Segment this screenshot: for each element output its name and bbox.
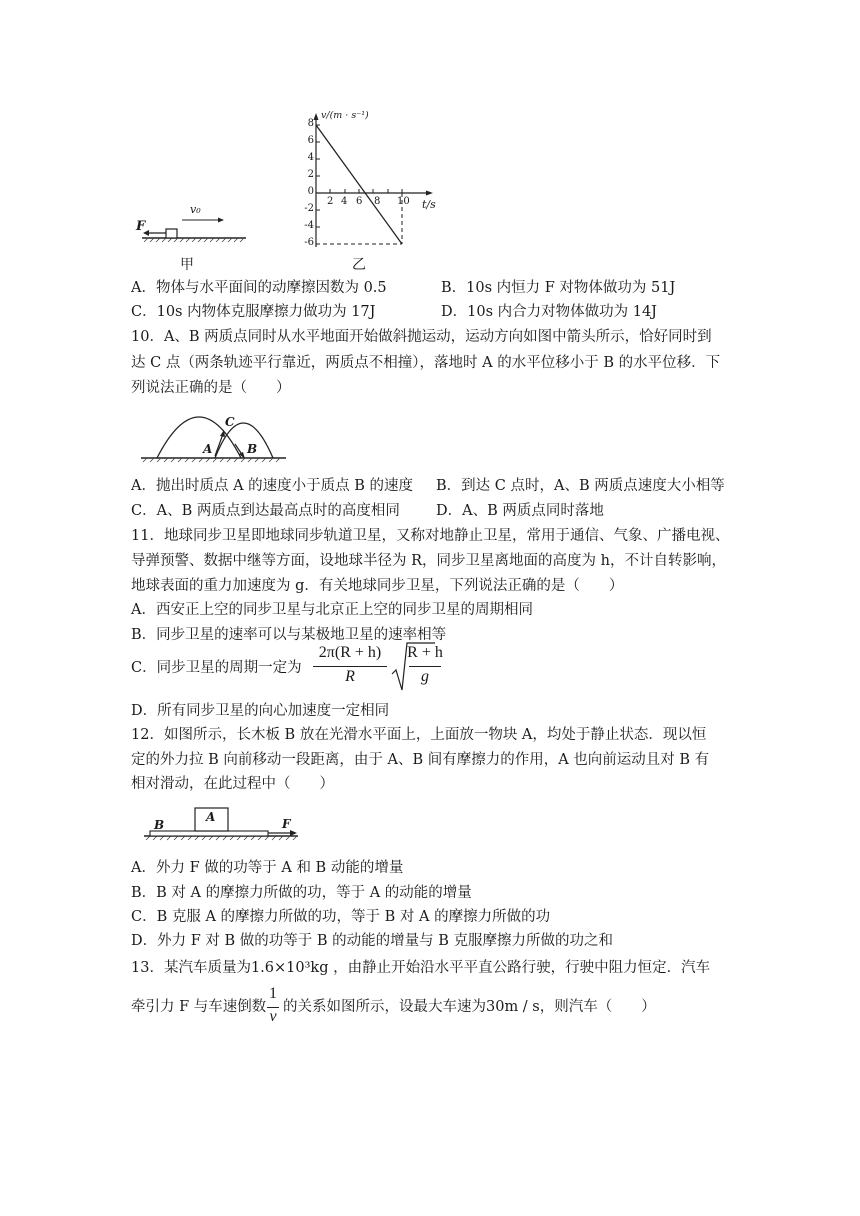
q12-option-d: D．外力 F 对 B 做的功等于 B 的动能的增量与 B 克服摩擦力所做的功之和 — [131, 933, 614, 949]
velocity-line — [316, 125, 402, 244]
q11-option-d: D．所有同步卫星的向心加速度一定相同 — [131, 703, 390, 719]
q13-line2-prefix: 牵引力 F 与车速倒数 — [131, 999, 267, 1015]
q12-option-b: B．B 对 A 的摩擦力所做的功，等于 A 的动能的增量 — [131, 885, 472, 901]
q11-option-a: A．西安正上空的同步卫星与北京正上空的同步卫星的周期相同 — [131, 602, 533, 618]
q12-stem-line: 12．如图所示，长木板 B 放在光滑水平面上，上面放一物块 A，均处于静止状态．现以恒 — [131, 727, 707, 743]
x-tick-label: 6 — [356, 196, 363, 207]
figure-q12-board-block — [140, 802, 310, 848]
caption-yi: 乙 — [352, 257, 366, 273]
figure-q10-projectiles — [131, 398, 291, 466]
label-a: A — [206, 810, 216, 824]
q11-stem-line: 地球表面的重力加速度为 g．有关地球同步卫星，下列说法正确的是（ ） — [131, 578, 624, 594]
board-b — [150, 831, 268, 836]
q9-option-b: B．10s 内恒力 F 对物体做功为 51J — [441, 280, 676, 296]
label-b: B — [247, 442, 258, 456]
q12-stem-line: 定的外力拉 B 向前移动一段距离，由于 A、B 间有摩擦力的作用，A 也向前运动且对 B 有 — [131, 752, 710, 768]
y-tick-label: 8 — [307, 118, 314, 129]
y-tick-label: -4 — [304, 220, 314, 231]
q12-option-c: C．B 克服 A 的摩擦力所做的功，等于 B 对 A 的摩擦力所做的功 — [131, 909, 551, 925]
q11-option-c-prefix: C．同步卫星的周期一定为 — [131, 660, 302, 676]
figure-yi-vt-graph — [296, 108, 446, 274]
y-tick-label: 4 — [307, 152, 314, 163]
y-tick-label: 0 — [307, 186, 314, 197]
period-formula — [311, 640, 441, 694]
q10-stem-line: 列说法正确的是（ ） — [131, 380, 291, 396]
caption-jia: 甲 — [180, 257, 194, 273]
q13-line2-suffix: 的关系如图所示，设最大车速为30m / s，则汽车（ ） — [283, 999, 656, 1015]
q12-stem-line: 相对滑动，在此过程中（ ） — [131, 776, 334, 792]
x-tick-label: 10 — [397, 196, 410, 207]
q12-option-a: A．外力 F 做的功等于 A 和 B 动能的增量 — [131, 860, 404, 876]
trajectory-b — [215, 423, 273, 458]
q10-option-d: D．A、B 两质点同时落地 — [436, 503, 604, 519]
x-tick-label: 4 — [341, 196, 348, 207]
figure-jia — [132, 198, 252, 273]
fraction-denominator: R — [345, 668, 355, 685]
force-label-f: F — [136, 219, 146, 234]
y-axis-label: v/(m · s⁻¹) — [321, 110, 369, 121]
q11-stem-line: 导弹预警、数据中继等方面，设地球半径为 R，同步卫星离地面的高度为 h，不计自转影响， — [131, 553, 726, 569]
label-a: A — [203, 442, 213, 456]
y-tick-label: -6 — [304, 237, 314, 248]
q9-option-a: A．物体与水平面间的动摩擦因数为 0.5 — [131, 280, 387, 296]
q11-option-c — [131, 640, 451, 696]
fraction-denominator: v — [269, 1008, 277, 1025]
sqrt-denominator: g — [421, 668, 429, 685]
q10-option-c: C．A、B 两质点到达最高点时的高度相同 — [131, 503, 400, 519]
q10-option-a: A．抛出时质点 A 的速度小于质点 B 的速度 — [131, 478, 414, 494]
q10-option-b: B．到达 C 点时，A、B 两质点速度大小相等 — [436, 478, 725, 494]
y-tick-label: 2 — [307, 169, 314, 180]
x-axis-label: t/s — [422, 198, 436, 211]
q9-option-d: D．10s 内合力对物体做功为 14J — [441, 304, 657, 320]
q10-stem-line: 10．A、B 两质点同时从水平地面开始做斜抛运动，运动方向如图中箭头所示，恰好同时到 — [131, 329, 712, 345]
label-c: C — [225, 415, 235, 429]
q13-stem-line: 13．某汽车质量为1.6×10³kg ，由静止开始沿水平平直公路行驶，行驶中阻力恒定．汽车 — [131, 960, 711, 976]
fraction-numerator: 1 — [269, 985, 277, 1002]
x-tick-label: 8 — [374, 196, 381, 207]
q11-stem-line: 11．地球同步卫星即地球同步轨道卫星，又称对地静止卫星，常用于通信、气象、广播电视、 — [131, 528, 730, 544]
label-f: F — [282, 817, 291, 831]
q11-option-b: B．同步卫星的速率可以与某极地卫星的速率相等 — [131, 627, 447, 643]
q10-stem-line: 达 C 点（两条轨迹平行靠近，两质点不相撞），落地时 A 的水平位移小于 B 的水平位移．下 — [131, 355, 721, 371]
x-tick-label: 2 — [327, 196, 334, 207]
q9-option-c: C．10s 内物体克服摩擦力做功为 17J — [131, 304, 376, 320]
q13-stem-line-2 — [131, 983, 731, 1033]
sqrt-fraction-bar — [409, 666, 441, 667]
velocity-label: v₀ — [190, 203, 201, 216]
label-b: B — [154, 818, 165, 832]
sqrt-numerator: R + h — [407, 644, 443, 661]
vt-graph-svg — [296, 108, 446, 274]
reciprocal-velocity-fraction — [265, 983, 281, 1031]
fraction-bar — [313, 666, 387, 667]
fraction-numerator: 2π(R + h) — [318, 644, 382, 661]
y-tick-label: -2 — [304, 203, 314, 214]
y-tick-label: 6 — [307, 135, 314, 146]
